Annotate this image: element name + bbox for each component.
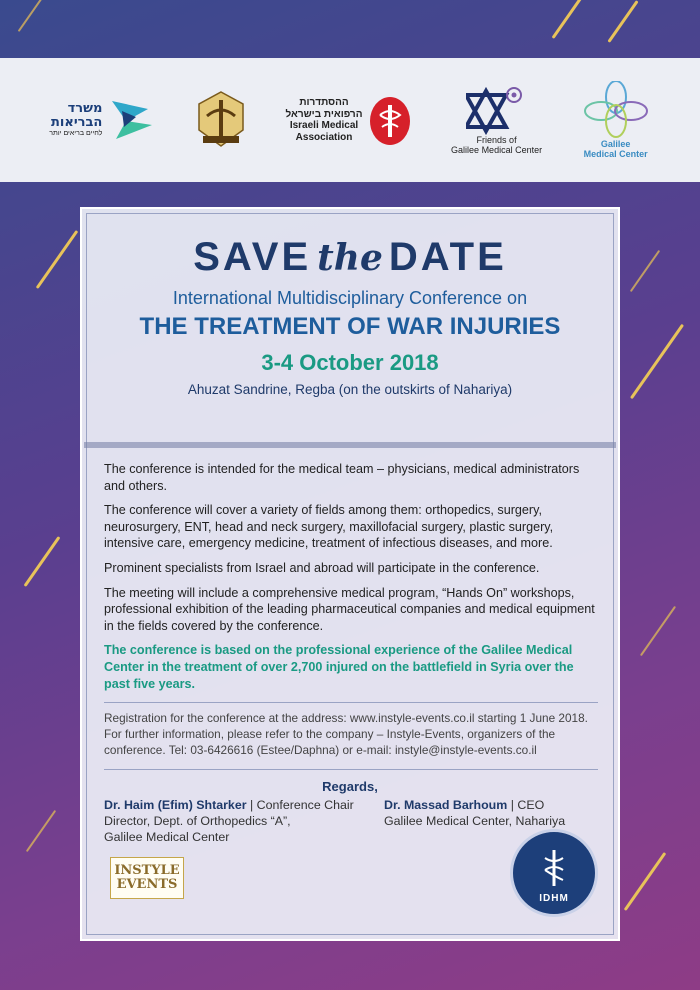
decor-line — [36, 230, 79, 289]
date-word: DATE — [388, 235, 507, 279]
divider — [104, 769, 598, 770]
idf-logo — [195, 90, 247, 150]
paragraph-fields: The conference will cover a variety of fields among them: orthopedics, surgery, neurosurgery, ENT, head and neck surgery, maxillofacial surgery, plastic surgery, intensive care, emergency medicine, treatment of infectious diseases, and more. — [104, 503, 554, 551]
left-signer-line3: Galilee Medical Center — [104, 830, 230, 845]
card-body — [104, 461, 598, 778]
ministry-logo-text-2: הבריאות — [51, 114, 103, 130]
instyle-logo-text-2: EVENTS — [116, 877, 178, 892]
caduceus-icon — [539, 848, 569, 888]
ministry-of-health-logo — [49, 95, 156, 145]
decor-line — [24, 536, 61, 587]
card-separator — [84, 442, 616, 448]
gmc-flower-icon — [581, 81, 651, 139]
signature-left — [104, 797, 354, 845]
conference-title: THE TREATMENT OF WAR INJURIES — [139, 313, 561, 340]
paragraph-audience: The conference is intended for the medical team – physicians, medical administrators and others. — [104, 462, 580, 493]
conference-dates: 3-4 October 2018 — [261, 350, 439, 375]
paragraph-program: The meeting will include a comprehensive medical program, “Hands On” workshops, professional exhibition of the leading pharmaceutical companies and medical equipment in the fields covered by the conference. — [104, 585, 595, 633]
decor-line — [640, 606, 676, 656]
israeli-medical-association-logo — [286, 93, 413, 147]
regards: Regards, — [322, 779, 378, 794]
right-signer-name: Dr. Massad Barhoum — [384, 798, 508, 812]
ima-name-line2: Association — [295, 131, 353, 143]
card-header — [82, 209, 618, 442]
registration-info: Registration for the conference at the address: www.instyle-events.co.il starting 1 June 2018. For further information, please refer to the company – Instyle-Events, organizers of the conference. Tel: 03-6426616 (Estee/Daphna) or e-mail: instyle@instyle-events.co.il — [104, 711, 588, 758]
divider — [104, 702, 598, 703]
paragraph-specialists: Prominent specialists from Israel and abroad will participate in the conference. — [104, 561, 540, 576]
decor-line — [26, 810, 56, 852]
idf-emblem-icon — [195, 90, 247, 150]
left-signer-role: | Conference Chair — [246, 798, 354, 812]
decor-line — [624, 852, 667, 911]
instyle-logo-text-1: INSTYLE — [114, 863, 180, 879]
ima-heb-line2: הרפואית בישראל — [285, 108, 363, 120]
right-signer-role: | CEO — [507, 798, 545, 812]
decor-line — [552, 0, 589, 39]
galilee-medical-center-logo — [581, 81, 651, 160]
ministry-logo-text-1: משרד — [67, 101, 103, 117]
right-signer-line2: Galilee Medical Center, Nahariya — [384, 814, 566, 829]
ministry-emblem-icon — [106, 95, 156, 145]
friends-text-2: Galilee Medical Center — [451, 145, 543, 155]
instyle-events-logo — [110, 857, 184, 899]
gmc-text-1: Galilee — [600, 138, 631, 149]
ima-emblem-icon — [368, 93, 412, 147]
decor-line — [630, 250, 660, 292]
friends-emblem-icon — [466, 85, 528, 135]
signature-right — [384, 797, 565, 829]
gmc-text-2: Medical Center — [583, 149, 648, 159]
ministry-logo-text-3: לחיים בריאים יותר — [49, 129, 103, 137]
decor-line — [607, 0, 638, 43]
conference-subtitle: International Multidisciplinary Conference on — [172, 288, 528, 308]
friends-text-1: Friends of — [476, 134, 517, 145]
conference-venue: Ahuzat Sandrine, Regba (on the outskirts of Nahariya) — [187, 382, 513, 397]
idhm-seal-logo — [510, 829, 598, 917]
left-signer-line2: Director, Dept. of Orthopedics “A”, — [104, 814, 291, 829]
save-the-date-heading — [82, 235, 618, 280]
friends-of-galilee-logo — [451, 85, 542, 156]
idhm-text: IDHM — [539, 893, 569, 904]
paragraph-experience: The conference is based on the professional experience of the Galilee Medical Center in the treatment of over 2,700 injured on the battlefield in Syria over the past five years. — [104, 643, 574, 691]
ima-heb-line1: ההסתדרות — [299, 97, 349, 108]
save-word: SAVE — [193, 235, 312, 279]
left-signer-name: Dr. Haim (Efim) Shtarker — [104, 798, 247, 812]
decor-line — [630, 324, 684, 399]
decor-line — [18, 0, 43, 32]
ima-name-line1: Israeli Medical — [289, 120, 359, 131]
announcement-card — [80, 207, 620, 941]
the-word: the — [317, 237, 383, 279]
logo-strip — [0, 58, 700, 182]
